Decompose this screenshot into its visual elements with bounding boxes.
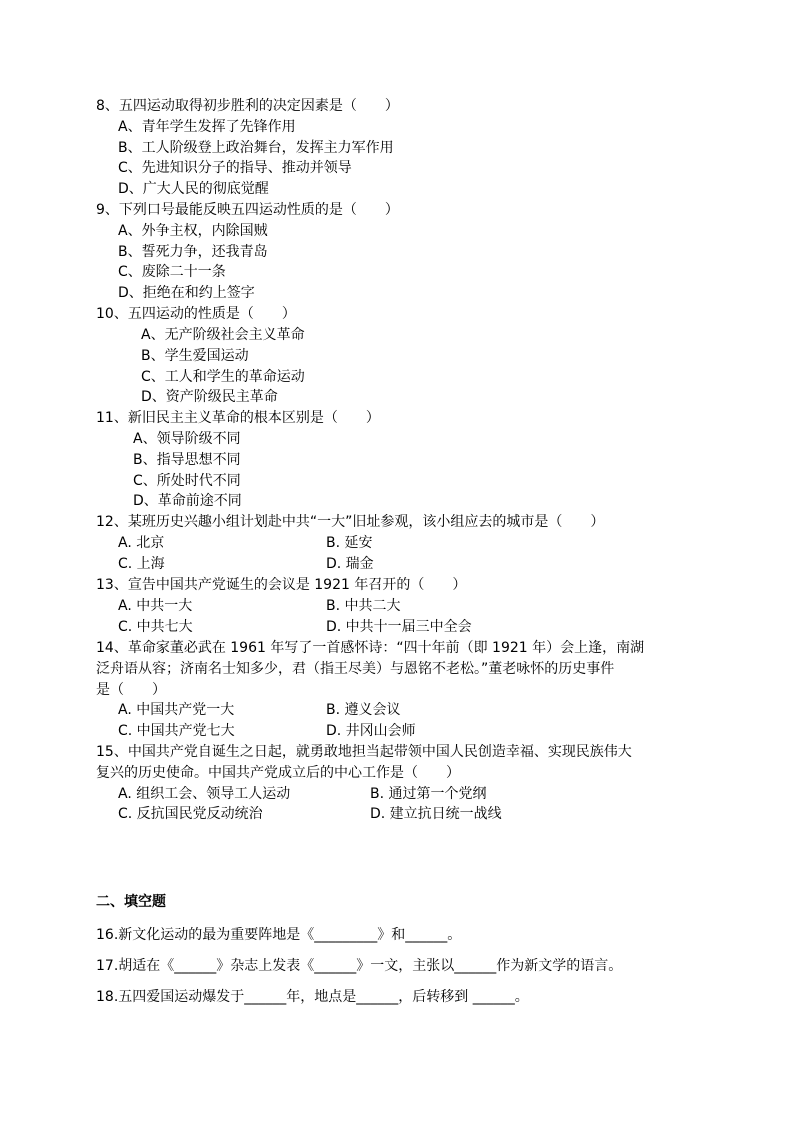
question-8-stem: 8、五四运动取得初步胜利的决定因素是（ ）	[96, 98, 399, 114]
question-14-option-a: A. 中国共产党一大	[118, 702, 235, 718]
question-15-stem-line-2: 复兴的历史使命。中国共产党成立后的中心工作是（ ）	[96, 765, 460, 781]
fill-blank-18: 18.五四爱国运动爆发于______年，地点是______，后转移到 ______。	[96, 989, 529, 1005]
question-11-option-b: B、指导思想不同	[133, 452, 241, 468]
question-15-option-c: C. 反抗国民党反动统治	[118, 806, 263, 822]
question-15-stem-line-1: 15、中国共产党自诞生之日起，就勇敢地担当起带领中国人民创造幸福、实现民族伟大	[96, 744, 632, 760]
fill-blank-17: 17.胡适在《______》杂志上发表《______》一文，主张以______作为新文学的语言。	[96, 958, 623, 974]
question-13-option-c: C. 中共七大	[118, 619, 193, 635]
question-8-option-a: A、青年学生发挥了先锋作用	[118, 119, 296, 135]
question-11-option-c: C、所处时代不同	[133, 473, 241, 489]
section-2-title: 二、填空题	[96, 894, 166, 910]
question-11-option-d: D、革命前途不同	[133, 493, 242, 509]
question-10-option-a: A、无产阶级社会主义革命	[141, 327, 305, 343]
question-9-option-a: A、外争主权，内除国贼	[118, 223, 268, 239]
question-12-option-b: B. 延安	[326, 535, 373, 551]
question-15-option-b: B. 通过第一个党纲	[370, 786, 487, 802]
question-13-stem: 13、宣告中国共产党诞生的会议是 1921 年召开的（ ）	[96, 577, 467, 593]
question-9-stem: 9、下列口号最能反映五四运动性质的是（ ）	[96, 202, 399, 218]
question-14-option-b: B. 遵义会议	[326, 702, 401, 718]
question-10-option-d: D、资产阶级民主革命	[141, 389, 278, 405]
question-14-option-c: C. 中国共产党七大	[118, 723, 235, 739]
question-12-option-a: A. 北京	[118, 535, 165, 551]
question-12-stem: 12、某班历史兴趣小组计划赴中共“一大”旧址参观，该小组应去的城市是（ ）	[96, 514, 605, 530]
question-12-option-c: C. 上海	[118, 556, 165, 572]
question-13-option-d: D. 中共十一届三中全会	[326, 619, 472, 635]
question-14-option-d: D. 井冈山会师	[326, 723, 416, 739]
question-9-option-c: C、废除二十一条	[118, 264, 226, 280]
question-9-option-d: D、拒绝在和约上签字	[118, 285, 255, 301]
question-13-option-b: B. 中共二大	[326, 598, 401, 614]
question-11-stem: 11、新旧民主主义革命的根本区别是（ ）	[96, 410, 380, 426]
question-14-stem-line-1: 14、革命家董必武在 1961 年写了一首感怀诗：“四十年前（即 1921 年）会上逢，南湖	[96, 640, 645, 656]
question-14-stem-line-2: 泛舟语从容；济南名士知多少，君（指王尽美）与恩铭不老松。”董老咏怀的历史事件	[96, 661, 615, 677]
question-14-stem-line-3: 是（ ）	[96, 682, 166, 698]
question-15-option-d: D. 建立抗日统一战线	[370, 806, 502, 822]
question-10-option-b: B、学生爱国运动	[141, 348, 249, 364]
question-12-option-d: D. 瑞金	[326, 556, 374, 572]
question-10-stem: 10、五四运动的性质是（ ）	[96, 306, 296, 322]
question-8-option-c: C、先进知识分子的指导、推动并领导	[118, 160, 352, 176]
question-8-option-b: B、工人阶级登上政治舞台，发挥主力军作用	[118, 140, 394, 156]
question-13-option-a: A. 中共一大	[118, 598, 193, 614]
question-9-option-b: B、誓死力争，还我青岛	[118, 244, 268, 260]
question-15-option-a: A. 组织工会、领导工人运动	[118, 786, 291, 802]
question-8-option-d: D、广大人民的彻底觉醒	[118, 181, 269, 197]
question-11-option-a: A、领导阶级不同	[133, 431, 241, 447]
question-10-option-c: C、工人和学生的革命运动	[141, 369, 305, 385]
fill-blank-16: 16.新文化运动的最为重要阵地是《_________》和______。	[96, 927, 462, 943]
